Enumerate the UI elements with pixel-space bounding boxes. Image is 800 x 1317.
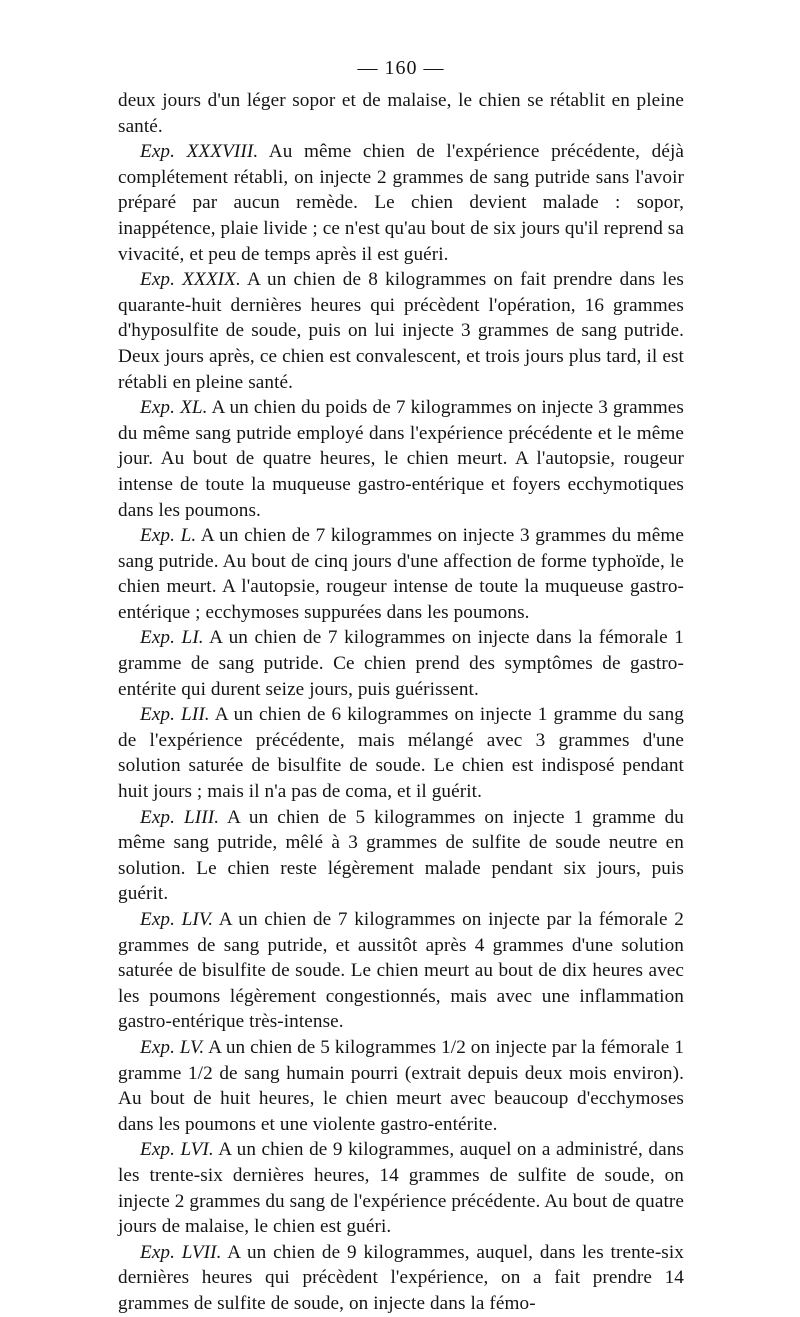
paragraph-text: deux jours d'un léger sopor et de malaise, le chien se rétablit en pleine santé. — [118, 90, 684, 137]
experiment-label: Exp. XL. — [140, 397, 208, 419]
experiment-paragraph — [118, 139, 684, 267]
paragraph-text: A un chien de 9 kilogrammes, auquel, dans les trente-six dernières heures qui précèdent l'expérience, on a fait prendre 14 grammes de sulfite de soude, on injecte dans la fémo- — [118, 1241, 684, 1314]
experiment-label: Exp. LVII. — [140, 1241, 222, 1263]
experiment-label: Exp. L. — [140, 525, 197, 547]
paragraph-text: A un chien de 8 kilogrammes on fait prendre dans les quarante-huit dernières heures qui précèdent l'opération, 16 grammes d'hyposulfite de soude, puis on lui injecte 3 grammes de sang putride. Deux jours après, ce chien est convalescent, et trois jours plus tard, il est rétabli en pleine santé. — [118, 269, 684, 393]
paragraph-text: A un chien de 7 kilogrammes on injecte dans la fémorale 1 gramme de sang putride. Ce chien prend des symptômes de gastro-entérite qui durent seize jours, puis guérissent. — [118, 627, 684, 700]
page-number: — 160 — — [357, 57, 445, 79]
paragraph-text: A un chien de 5 kilogrammes on injecte 1 gramme du même sang putride, mêlé à 3 grammes de sulfite de soude neutre en solution. Le chien reste légèrement malade pendant six jours, puis guérit. — [118, 806, 684, 905]
paragraph-text: A un chien de 5 kilogrammes 1/2 on injecte par la fémorale 1 gramme 1/2 de sang humain pourri (extrait depuis deux mois environ). Au bout de huit heures, le chien meurt avec beaucoup d'ecchymoses dans les poumons et une violente gastro-entérite. — [118, 1036, 685, 1135]
experiment-paragraph — [118, 395, 684, 523]
experiment-paragraph — [118, 523, 684, 625]
experiment-label: Exp. LIII. — [140, 806, 220, 828]
experiment-label: Exp. XXXVIII. — [140, 141, 259, 163]
experiment-paragraph — [118, 702, 684, 804]
experiment-label: Exp. LI. — [140, 627, 204, 649]
book-page — [118, 56, 684, 1317]
experiment-paragraph — [118, 1137, 684, 1239]
experiment-paragraph — [118, 1035, 684, 1137]
experiment-paragraph — [118, 267, 684, 395]
experiment-label: Exp. LV. — [140, 1036, 205, 1058]
experiment-paragraph — [118, 625, 684, 702]
paragraph-text: A un chien du poids de 7 kilogrammes on injecte 3 grammes du même sang putride employé dans l'expérience précédente et le même jour. Au bout de quatre heures, le chien meurt. A l'autopsie, rougeur intense de toute la muqueuse gastro-entérique et foyers ecchymotiques dans les poumons. — [118, 397, 684, 521]
experiment-paragraph — [118, 805, 684, 907]
paragraph-text: A un chien de 7 kilogrammes on injecte 3 grammes du même sang putride. Au bout de cinq jours d'une affection de forme typhoïde, le chien meurt. A l'autopsie, rougeur intense de toute la muqueuse gastro-entérique ; ecchymoses suppurées dans les poumons. — [118, 525, 684, 623]
paragraph-continuation — [118, 88, 684, 139]
experiment-paragraph — [118, 1240, 684, 1317]
paragraph-text: A un chien de 9 kilogrammes, auquel on a administré, dans les trente-six dernières heures, 14 grammes de sulfite de soude, on injecte 2 grammes du sang de l'expérience précédente. Au bout de quatre jours de malaise, le chien est guéri. — [118, 1139, 684, 1238]
experiment-label: Exp. XXXIX. — [140, 269, 241, 291]
experiment-label: Exp. LVI. — [140, 1139, 214, 1161]
paragraph-text: A un chien de 7 kilogrammes on injecte par la fémorale 2 grammes de sang putride, et aussitôt après 4 grammes d'une solution saturée de bisulfite de soude. Le chien meurt au bout de dix heures avec les poumons légèrement congestionnés, mais avec une inflammation gastro-entérique très-intense. — [118, 909, 684, 1033]
experiment-label: Exp. LIV. — [140, 909, 214, 930]
paragraph-text: A un chien de 6 kilogrammes on injecte 1 gramme du sang de l'expérience précédente, mais mélangé avec 3 grammes d'une solution saturée de bisulfite de soude. Le chien est indisposé pendant huit jours ; mais il n'a pas de coma, et il guérit. — [118, 704, 684, 803]
experiment-label: Exp. LII. — [140, 704, 210, 726]
experiment-paragraph — [118, 907, 684, 1035]
paragraph-text: Au même chien de l'expérience précédente, déjà complétement rétabli, on injecte 2 grammes de sang putride sans l'avoir préparé par aucun remède. Le chien devient malade : sopor, inappétence, plaie livide ; ce n'est qu'au bout de six jours qu'il reprend sa vivacité, et peu de temps après il est guéri. — [118, 141, 684, 265]
